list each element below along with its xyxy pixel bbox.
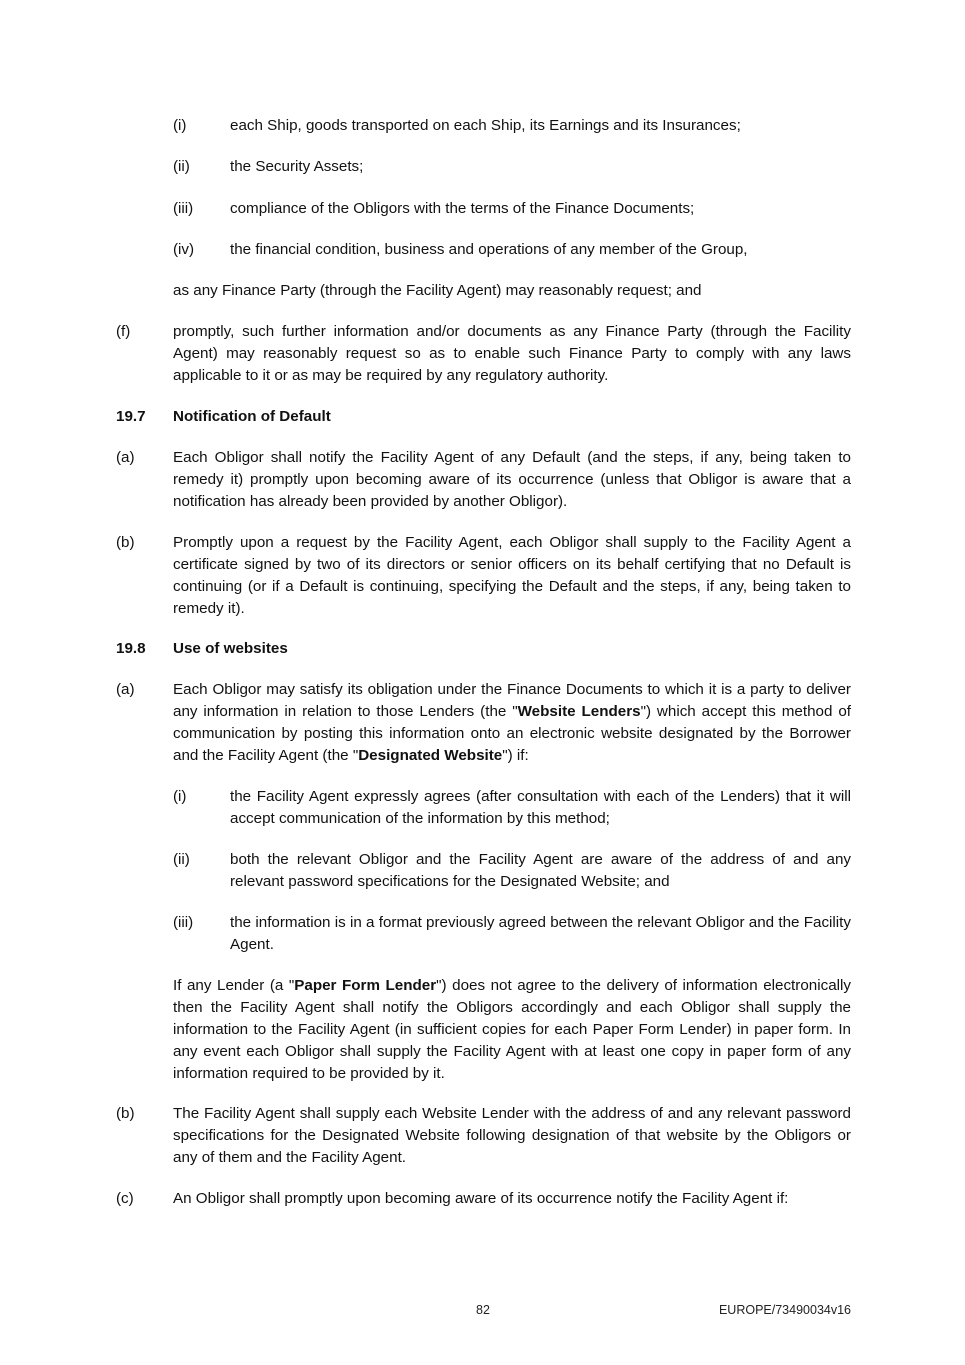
list-tail-text: as any Finance Party (through the Facility Agent) may reasonably request; and <box>173 282 702 299</box>
paper-form-lender-paragraph: If any Lender (a "Paper Form Lender") does not agree to the delivery of information electronically then the Facility Agent shall notify the Obligors accordingly and each Obligor shall supply the information to the Facility Agent (in sufficient copies for each Paper Form Lender) in paper form. In any event each Obligor shall supply the Facility Agent with at least one copy in paper form of any information required to be provided by it. <box>173 977 851 1082</box>
term-designated-website: Designated Website <box>358 747 503 764</box>
term-paper-form-lender: Paper Form Lender <box>294 977 437 994</box>
page-number: 82 <box>476 1303 490 1317</box>
document-reference: EUROPE/73490034v16 <box>718 1303 851 1317</box>
term-website-lenders: Website Lenders <box>517 703 641 720</box>
